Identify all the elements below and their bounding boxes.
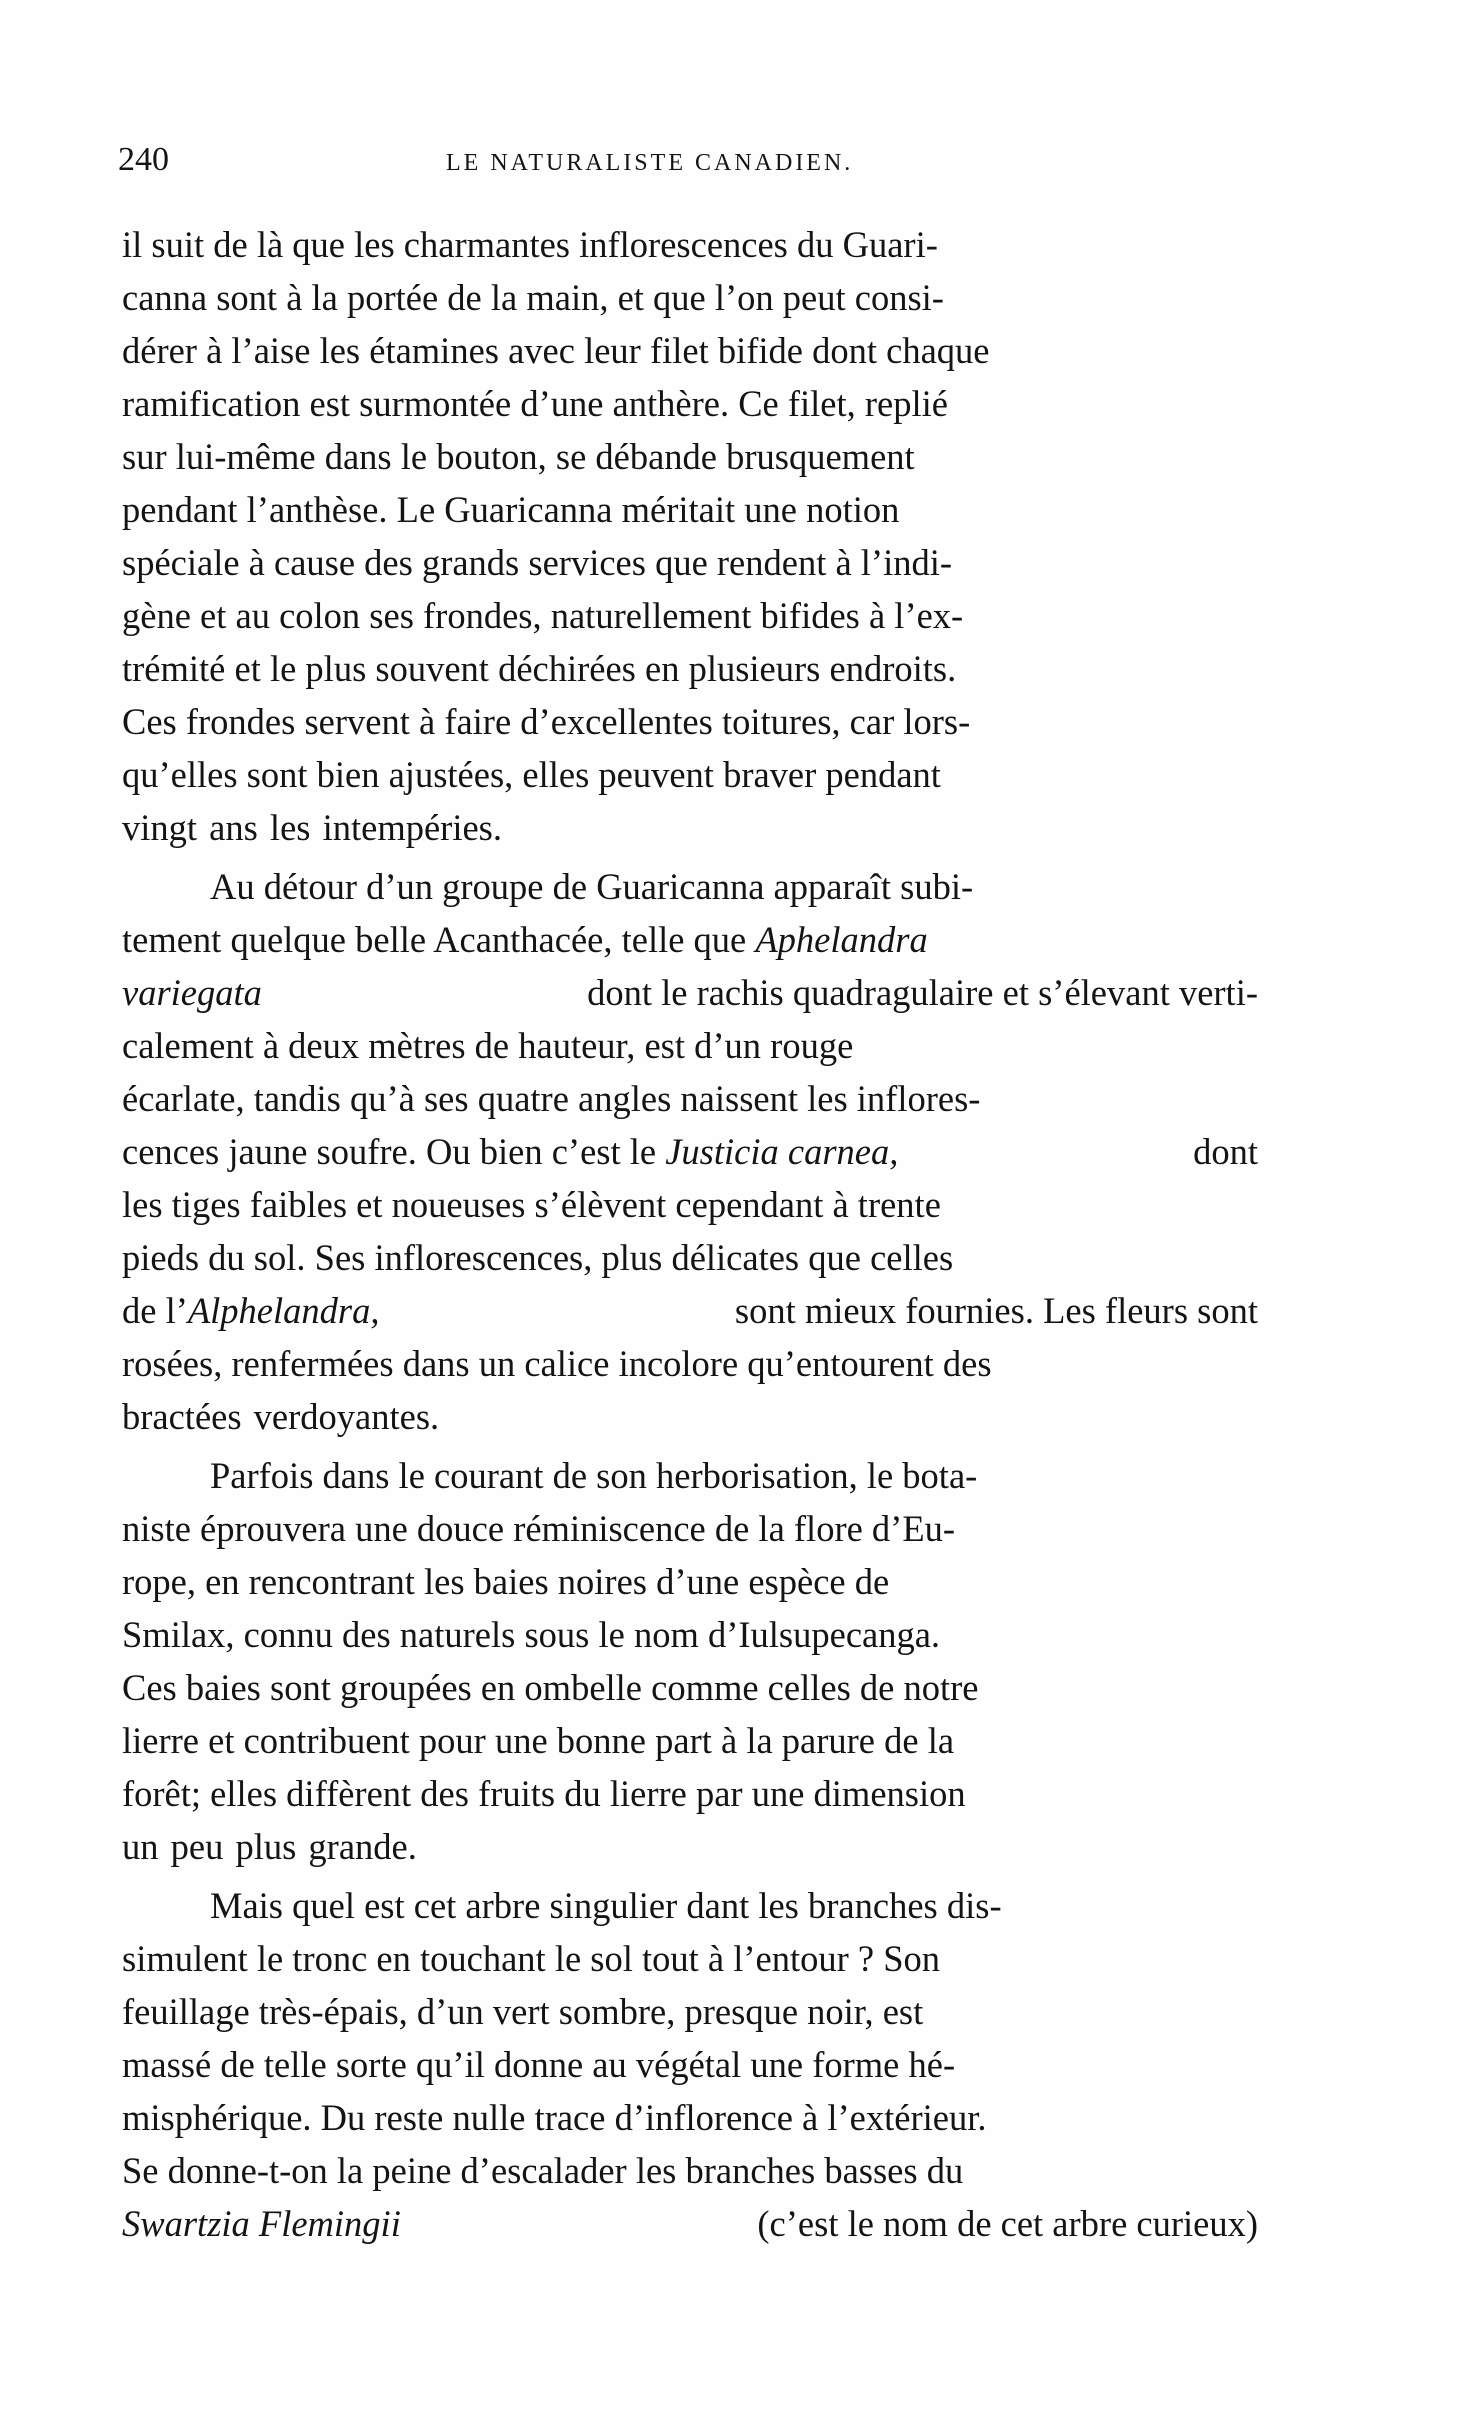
running-head: LE NATURALISTE CANADIEN. (446, 150, 854, 176)
text-line: Ces frondes servent à faire d’excellentes toitures, car lors- (122, 701, 971, 742)
italic-term: Swartzia Flemingii (122, 2203, 401, 2244)
text-line: feuillage très-épais, d’un vert sombre, presque noir, est (122, 1991, 924, 2032)
text-line: pieds du sol. Ses inflorescences, plus délicates que celles (122, 1237, 954, 1278)
page-number: 240 (118, 141, 169, 178)
text-line: dérer à l’aise les étamines avec leur filet bifide dont chaque (122, 330, 990, 371)
body-text (122, 218, 1258, 2250)
italic-term: Alphelandra, (187, 1290, 380, 1331)
text-line: écarlate, tandis qu’à ses quatre angles naissent les inflores- (122, 1078, 981, 1119)
text-line: Ces baies sont groupées en ombelle comme celles de notre (122, 1667, 979, 1708)
paragraph-4 (122, 1879, 1258, 2250)
text-line: variegata dont le rachis quadragulaire et s’élevant verti- (122, 966, 1258, 1019)
paragraph-3 (122, 1449, 1258, 1873)
text-line: canna sont à la portée de la main, et que l’on peut consi- (122, 277, 944, 318)
text-line: ramification est surmontée d’une anthère. Ce filet, replié (122, 383, 948, 424)
text-line: vingt ans les intempéries. (122, 807, 503, 848)
text-line: tement quelque belle Acanthacée, telle que Aphelandra (122, 919, 928, 960)
text-line: Parfois dans le courant de son herborisation, le bota- (210, 1455, 978, 1496)
text-line: Swartzia Flemingii (c’est le nom de cet arbre curieux) (122, 2197, 1258, 2250)
paragraph-1 (122, 218, 1258, 854)
text-line: un peu plus grande. (122, 1826, 417, 1867)
text-line: bractées verdoyantes. (122, 1396, 440, 1437)
text-line: forêt; elles diffèrent des fruits du lierre par une dimension (122, 1773, 966, 1814)
text-line: les tiges faibles et noueuses s’élèvent cependant à trente (122, 1184, 941, 1225)
text-line: sur lui-même dans le bouton, se débande brusquement (122, 436, 915, 477)
text-line: spéciale à cause des grands services que rendent à l’indi- (122, 542, 953, 583)
text-line: Au détour d’un groupe de Guaricanna apparaît subi- (210, 866, 974, 907)
text-line: Smilax, connu des naturels sous le nom d’Iulsupecanga. (122, 1614, 941, 1655)
text-line: lierre et contribuent pour une bonne part à la parure de la (122, 1720, 955, 1761)
text-line: misphérique. Du reste nulle trace d’inflorence à l’extérieur. (122, 2097, 987, 2138)
text-line: rosées, renfermées dans un calice incolore qu’entourent des (122, 1343, 992, 1384)
text-line: rope, en rencontrant les baies noires d’une espèce de (122, 1561, 890, 1602)
italic-term: variegata (122, 972, 262, 1013)
text-line: simulent le tronc en touchant le sol tout à l’entour ? Son (122, 1938, 941, 1979)
page-header (118, 140, 1268, 184)
italic-term: Aphelandra (755, 919, 928, 960)
text-line: calement à deux mètres de hauteur, est d’un rouge (122, 1025, 854, 1066)
paragraph-2 (122, 860, 1258, 1443)
text-line: gène et au colon ses frondes, naturellement bifides à l’ex- (122, 595, 964, 636)
text-line: trémité et le plus souvent déchirées en plusieurs endroits. (122, 648, 957, 689)
text-line: massé de telle sorte qu’il donne au végétal une forme hé- (122, 2044, 956, 2085)
text-line: qu’elles sont bien ajustées, elles peuvent braver pendant (122, 754, 941, 795)
text-line: cences jaune soufre. Ou bien c’est le Justicia carnea, dont (122, 1131, 1258, 1172)
text-line: pendant l’anthèse. Le Guaricanna méritait une notion (122, 489, 900, 530)
text-line: Mais quel est cet arbre singulier dant les branches dis- (210, 1885, 1002, 1926)
text-line: de l’Alphelandra, sont mieux fournies. Les fleurs sont (122, 1290, 1258, 1331)
text-line: il suit de là que les charmantes inflorescences du Guari- (122, 224, 938, 265)
text-line: Se donne-t-on la peine d’escalader les branches basses du (122, 2150, 964, 2191)
italic-term: Justicia carnea, (665, 1131, 899, 1172)
text-line: niste éprouvera une douce réminiscence de la flore d’Eu- (122, 1508, 956, 1549)
